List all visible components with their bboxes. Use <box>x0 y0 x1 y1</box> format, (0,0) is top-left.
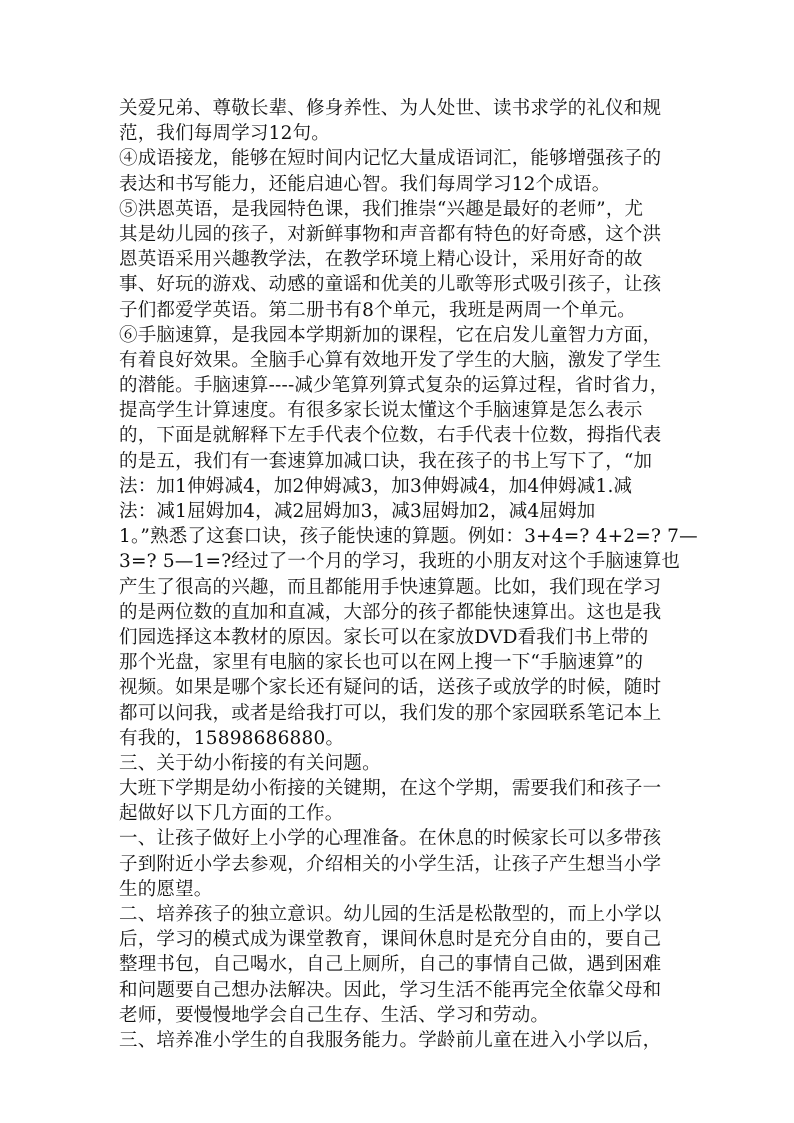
text-line: ⑤洪恩英语，是我园特色课，我们推崇“兴趣是最好的老师”，尤 <box>119 198 644 220</box>
text-line: 表达和书写能力，还能启迪心智。我们每周学习12个成语。 <box>119 173 611 195</box>
text-line: 那个光盘，家里有电脑的家长也可以在网上搜一下“手脑速算”的 <box>119 652 644 674</box>
text-line: 后，学习的模式成为课堂教育，课间休息时是充分自由的，要自己 <box>119 929 662 951</box>
text-line: 都可以问我，或者是给我打可以，我们发的那个家园联系笔记本上 <box>119 702 662 724</box>
text-line: 老师，要慢慢地学会自己生存、生活、学习和劳动。 <box>119 1004 550 1026</box>
body-text <box>119 96 698 1053</box>
text-line: 子到附近小学去参观，介绍相关的小学生活，让孩子产生想当小学 <box>119 853 662 875</box>
text-line: ④成语接龙，能够在短时间内记忆大量成语词汇，能够增强孩子的 <box>119 148 662 170</box>
text-line: 有着良好效果。全脑手心算有效地开发了学生的大脑，激发了学生 <box>119 349 662 371</box>
text-line: 有我的，15898686880。 <box>119 727 345 749</box>
text-line: 关爱兄弟、尊敬长辈、修身养性、为人处世、读书求学的礼仪和规 <box>119 98 662 119</box>
text-line: 一、让孩子做好上小学的心理准备。在休息的时候家长可以多带孩 <box>119 828 662 850</box>
text-line: 的潜能。手脑速算----减少笔算列算式复杂的运算过程，省时省力， <box>119 375 669 397</box>
text-line: 们园选择这本教材的原因。家长可以在家放DVD看我们书上带的 <box>119 626 649 648</box>
text-line: 生的愿望。 <box>119 878 213 900</box>
text-line: 法：减1屈姆加4，减2屈姆加3，减3屈姆加2，减4屈姆加 <box>119 501 596 522</box>
text-line: 产生了很高的兴趣，而且都能用手快速算题。比如，我们现在学习 <box>119 576 662 598</box>
text-line: ⑥手脑速算，是我园本学期新加的课程，它在启发儿童智力方面， <box>119 324 662 346</box>
text-line: 二、培养孩子的独立意识。幼儿园的生活是松散型的，而上小学以 <box>119 904 662 925</box>
text-line: 子们都爱学英语。第二册书有8个单元，我班是两周一个单元。 <box>119 299 636 321</box>
text-line: 事、好玩的游戏、动感的童谣和优美的儿歌等形式吸引孩子，让孩 <box>119 274 662 296</box>
text-line: 视频。如果是哪个家长还有疑问的话，送孩子或放学的时候，随时 <box>119 677 662 699</box>
text-line: 起做好以下几方面的工作。 <box>119 803 344 825</box>
text-line: 整理书包，自己喝水，自己上厕所，自己的事情自己做，遇到困难 <box>119 954 662 976</box>
text-line: 的是五，我们有一套速算加减口诀，我在孩子的书上写下了，“加 <box>119 450 653 472</box>
text-line: 和问题要自己想办法解决。因此，学习生活不能再完全依靠父母和 <box>119 979 662 1001</box>
text-line: 法：加1伸姆减4，加2伸姆减3，加3伸姆减4，加4伸姆减1.减 <box>119 475 633 497</box>
text-line: 其是幼儿园的孩子，对新鲜事物和声音都有特色的好奇感，这个洪 <box>119 223 662 245</box>
text-line: 的，下面是就解释下左手代表个位数，右手代表十位数，拇指代表 <box>119 425 662 447</box>
text-line: 3=? 5—1=?经过了一个月的学习，我班的小朋友对这个手脑速算也 <box>119 551 681 573</box>
text-line: 1。”熟悉了这套口诀，孩子能快速的算题。例如：3+4=? 4+2=? 7— <box>119 526 698 548</box>
text-line: 三、培养准小学生的自我服务能力。学龄前儿童在进入小学以后， <box>119 1029 662 1051</box>
text-line: 范，我们每周学习12句。 <box>119 123 330 145</box>
text-line: 大班下学期是幼小衔接的关键期，在这个学期，需要我们和孩子一 <box>119 778 662 800</box>
section-heading: 三、关于幼小衔接的有关问题。 <box>119 752 381 774</box>
text-line: 的是两位数的直加和直减，大部分的孩子都能快速算出。这也是我 <box>119 601 662 623</box>
text-line: 提高学生计算速度。有很多家长说太懂这个手脑速算是怎么表示 <box>119 400 643 422</box>
text-line: 恩英语采用兴趣教学法，在教学环境上精心设计，采用好奇的故 <box>119 249 643 271</box>
